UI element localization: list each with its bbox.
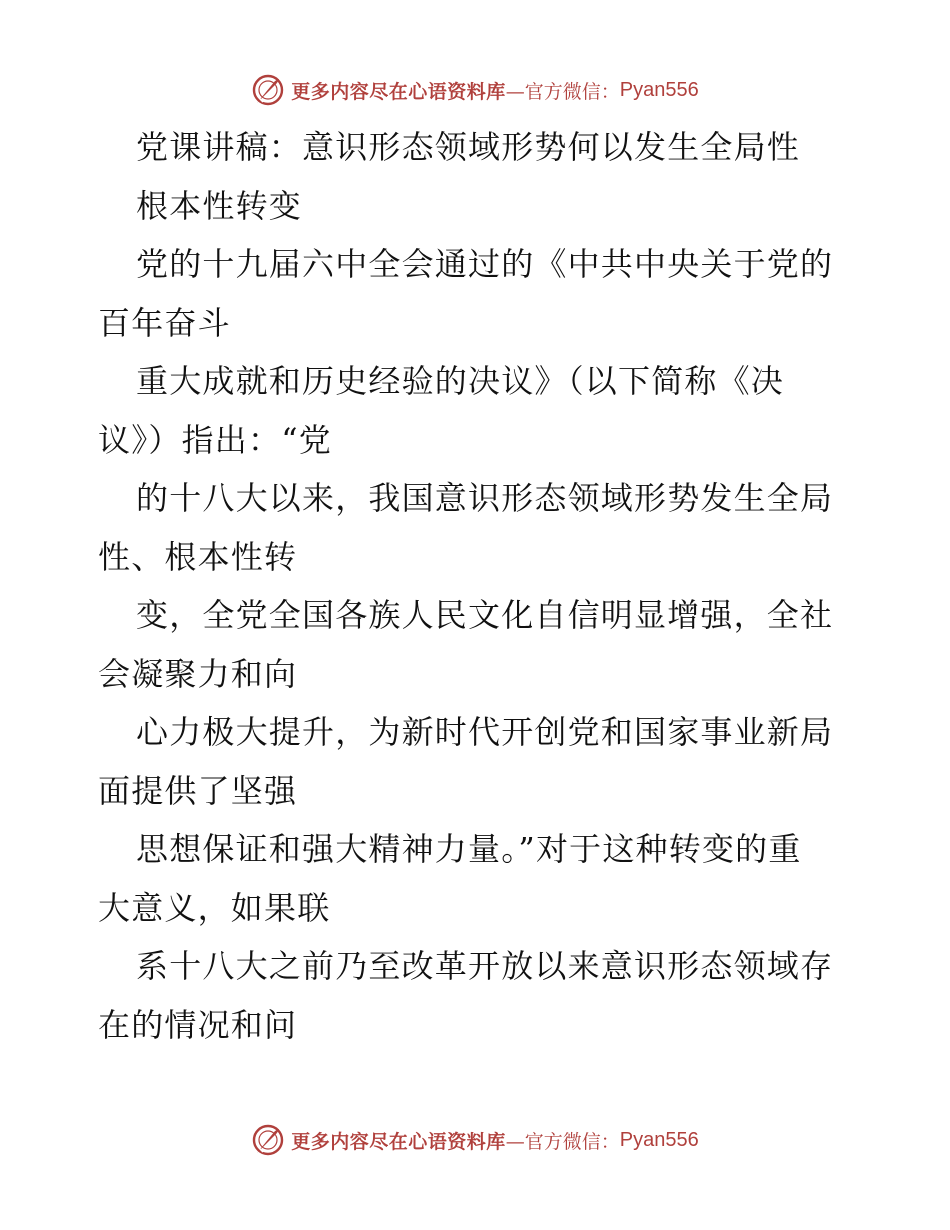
header-banner <box>0 70 950 110</box>
text-line: 大意义，如果联 <box>98 888 331 927</box>
text-line: 议》）指出：“党 <box>98 420 332 459</box>
text-line: 根本性转变 <box>136 186 303 225</box>
banner-wechat-id: Pyan556 <box>619 1128 699 1151</box>
text-line: 党的十九届六中全会通过的《中共中央关于党的 <box>136 245 834 283</box>
text-line: 心力极大提升，为新时代开创党和国家事业新局 <box>136 713 834 751</box>
banner-title: 更多内容尽在心语资料库 <box>291 80 506 103</box>
text-line: 变，全党全国各族人民文化自信明显增强，全社 <box>136 596 834 634</box>
text-line: 百年奋斗 <box>98 303 231 342</box>
text-line: 重大成就和历史经验的决议》（以下简称《决 <box>136 362 785 400</box>
text-line: 思想保证和强大精神力量。”对于这种转变的重 <box>136 830 802 868</box>
text-line: 面提供了坚强 <box>98 771 298 810</box>
text-line: 在的情况和问 <box>98 1005 298 1044</box>
text-line: 系十八大之前乃至改革开放以来意识形态领域存 <box>136 947 834 985</box>
text-line: 党课讲稿：意识形态领域形势何以发生全局性 <box>136 128 801 166</box>
banner-wechat-id: Pyan556 <box>619 78 699 101</box>
quill-logo-icon <box>251 1123 285 1157</box>
document-body <box>98 118 858 1054</box>
text-line: 会凝聚力和向 <box>98 654 298 693</box>
text-line: 的十八大以来，我国意识形态领域形势发生全局 <box>136 479 834 517</box>
banner-wechat-label: —官方微信： <box>505 80 620 103</box>
text-line: 性、根本性转 <box>98 537 298 576</box>
footer-banner <box>0 1120 950 1160</box>
banner-title: 更多内容尽在心语资料库 <box>291 1130 506 1153</box>
quill-logo-icon <box>251 73 285 107</box>
banner-wechat-label: —官方微信： <box>505 1130 620 1153</box>
